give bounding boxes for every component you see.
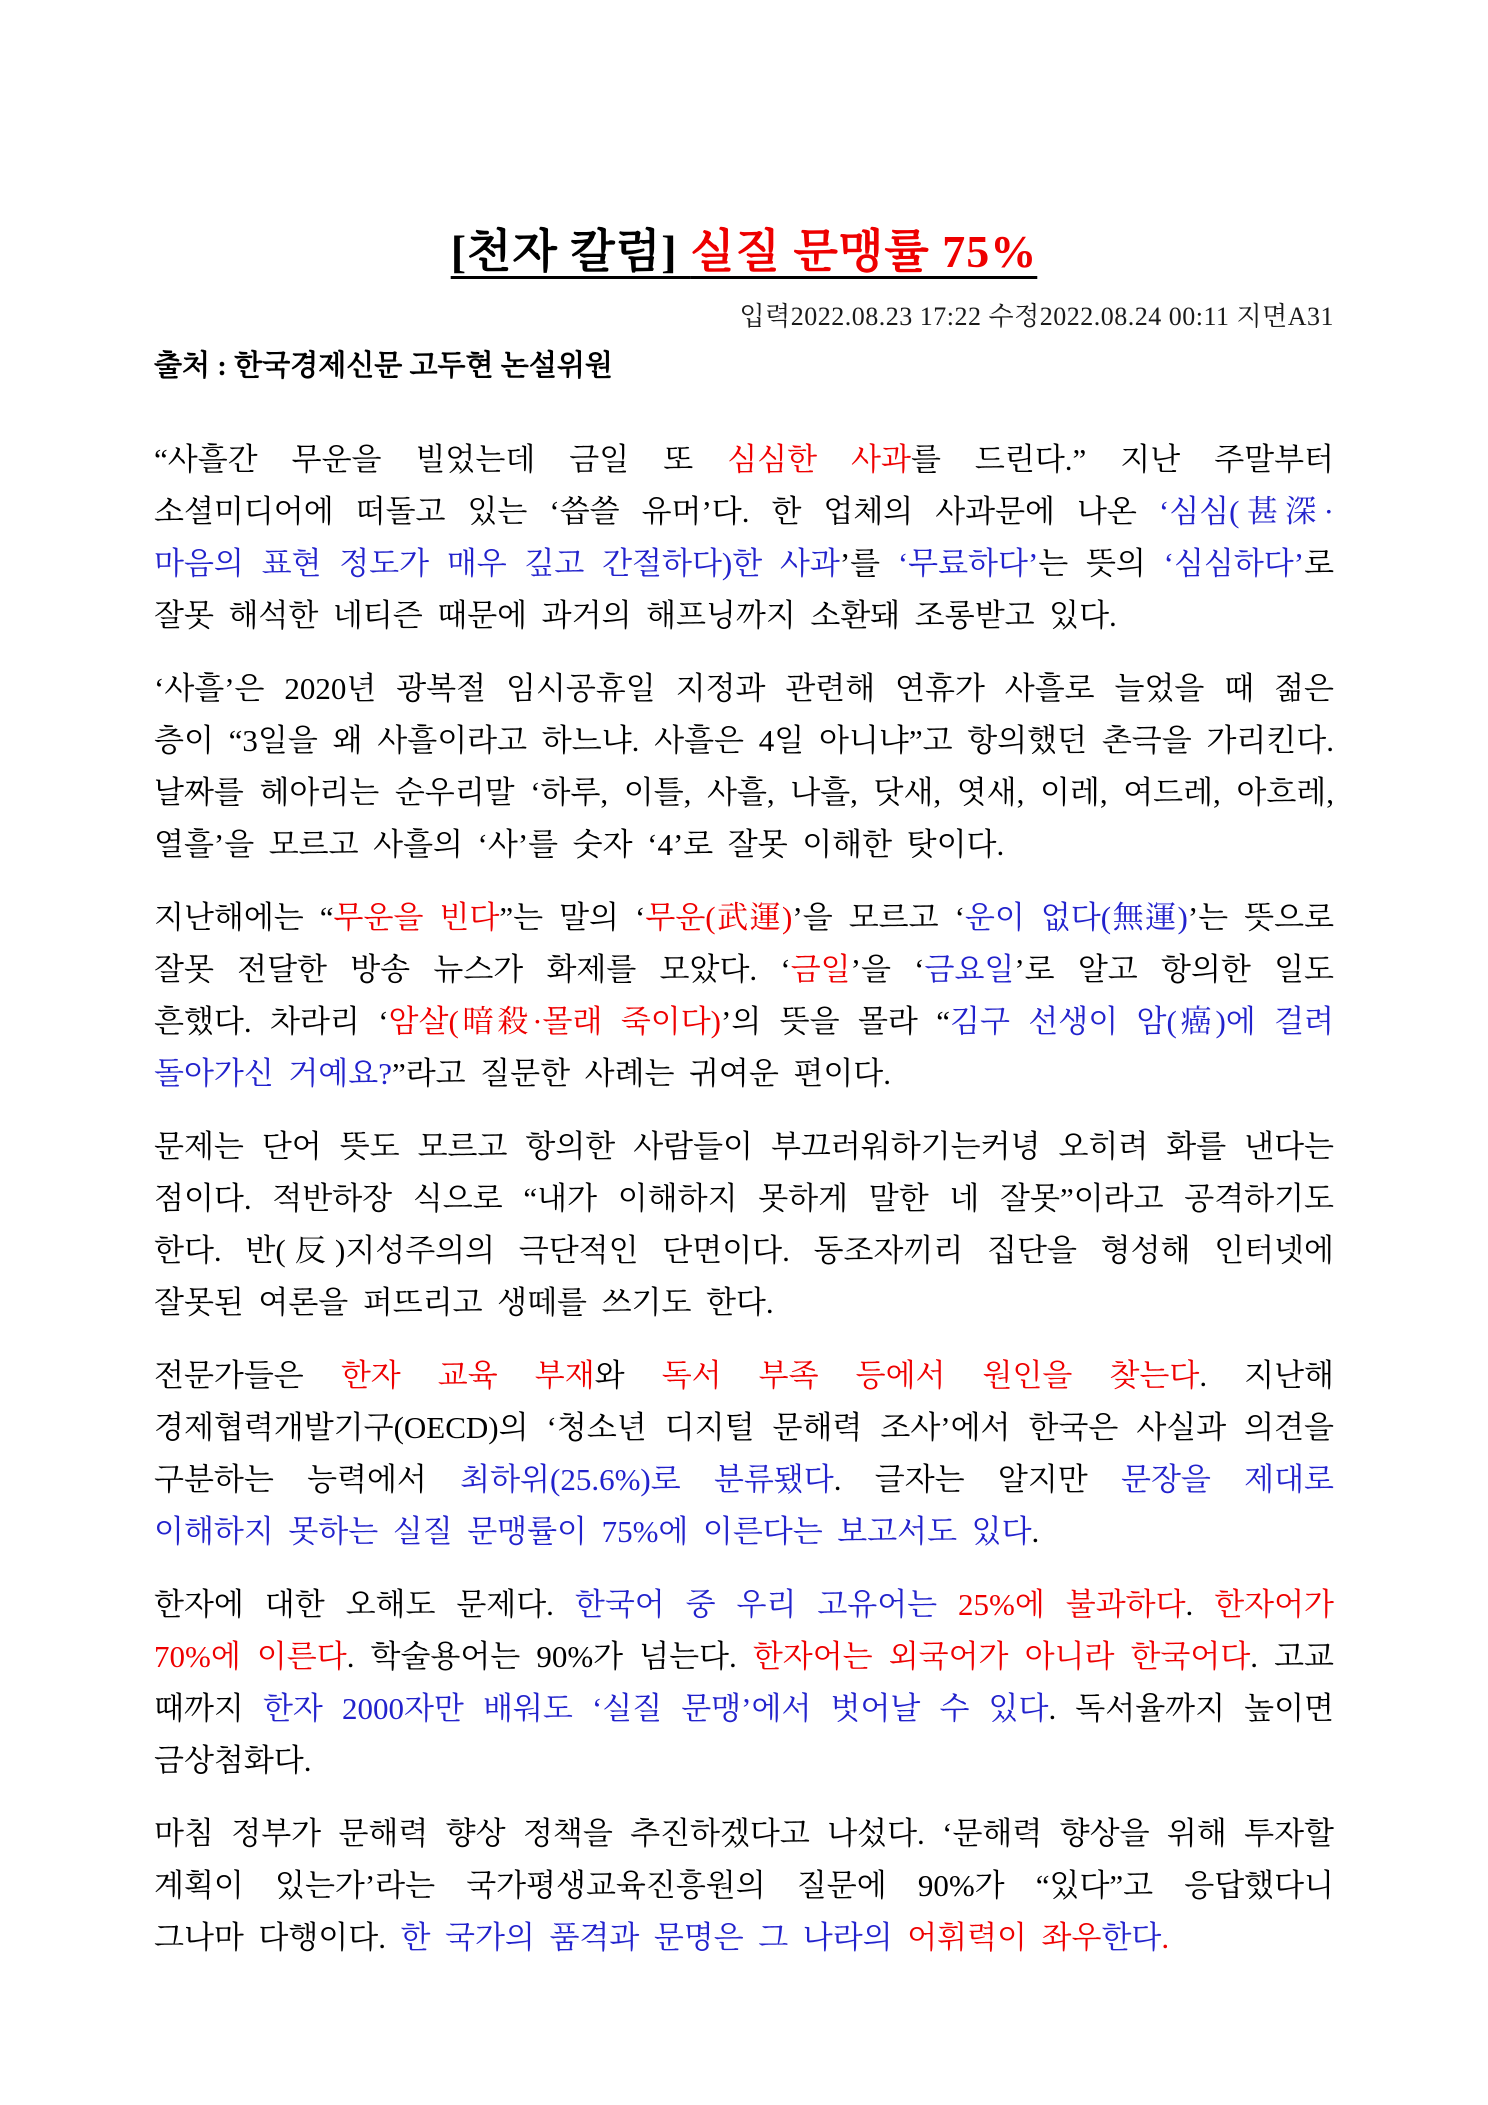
text-segment: 최하위(25.6%)로 분류됐다 [460, 1461, 834, 1497]
text-segment: 전문가들은 [154, 1357, 341, 1393]
text-segment: . 학술용어는 90%가 넘는다. [346, 1638, 753, 1674]
text-segment: 금요일 [924, 951, 1015, 987]
text-segment: 와 [594, 1357, 662, 1393]
text-segment: ’를 [839, 545, 898, 581]
article-title-prefix: [천자 칼럼] [450, 226, 691, 277]
text-segment: 한다 [1101, 1919, 1162, 1955]
text-segment: 한자 교육 부재 [340, 1357, 595, 1393]
text-segment: 무운(武運) [645, 899, 793, 935]
text-segment: 한자에 대한 오해도 문제다. [154, 1586, 575, 1622]
text-segment: . 글자는 알지만 [833, 1461, 1122, 1497]
text-segment: 로 잘못 해석한 네티즌 때문에 과거의 해프닝까지 소환돼 조롱받고 있다. [154, 545, 1335, 633]
text-segment: ”는 말의 ‘ [499, 899, 646, 935]
text-segment: 한 국가의 품격과 문명은 그 나라의 [400, 1919, 908, 1955]
text-segment: ’을 모르고 ‘ [792, 899, 965, 935]
text-segment: ‘심심하다’ [1163, 545, 1305, 581]
text-segment: 암살(暗殺·몰래 죽이다) [388, 1003, 722, 1039]
text-segment: “사흘간 무운을 빌었는데 금일 또 [154, 441, 728, 477]
text-segment: . [1161, 1919, 1170, 1955]
text-segment: . 고교 때까지 [154, 1638, 1334, 1726]
text-segment: 25%에 불과하다 [958, 1586, 1186, 1622]
article-meta: 입력2022.08.23 17:22 수정2022.08.24 00:11 지면A31 [739, 301, 1334, 331]
text-segment: 문제는 단어 뜻도 모르고 항의한 사람들이 부끄러워하기는커녕 오히려 화를 낸다는 점이다. 적반하장 식으로 “내가 이해하지 못하게 말한 네 잘못”이라고 공격하기도 한다. 반(反)지성주의의 극단적인 단면이다. 동조자끼리 집단을 형성해 인터넷에 잘못된 여론을 퍼뜨리고 생떼를 쓰기도 한다. [154, 1128, 1334, 1320]
text-segment: 한국어 중 우리 고유어는 [574, 1586, 959, 1622]
text-segment: 무운을 빈다 [333, 899, 500, 935]
text-segment: ’로 알고 항의한 일도 흔했다. 차라리 ‘ [154, 951, 1334, 1039]
paragraph [154, 434, 1334, 642]
article-title [154, 222, 1334, 282]
paragraph [154, 1350, 1334, 1558]
text-segment: 지난해에는 “ [154, 899, 334, 935]
text-segment: 심심한 사과 [727, 441, 911, 477]
text-segment: 금일 [790, 951, 851, 987]
text-segment: 마침 정부가 문해력 향상 정책을 추진하겠다고 나섰다. ‘문해력 향상을 위해 투자할 계획이 있는가’라는 국가평생교육진흥원의 질문에 90%가 “있다”고 응답했다니 그나마 다행이다. [154, 1815, 1334, 1955]
paragraph [154, 892, 1334, 1100]
text-segment: ’의 뜻을 몰라 “ [721, 1003, 951, 1039]
text-segment: . 독서율까지 높이면 금상첨화다. [154, 1690, 1334, 1778]
text-segment: . 지난해 경제협력개발기구(OECD)의 ‘청소년 디지털 문해력 조사’에서 한국은 사실과 의견을 구분하는 능력에서 [154, 1357, 1334, 1497]
text-segment: 한자 2000자만 배워도 ‘실질 문맹’에서 벗어날 수 있다 [262, 1690, 1049, 1726]
article-source: 출처 : 한국경제신문 고두현 논설위원 [154, 349, 613, 382]
paragraph [154, 663, 1334, 871]
text-segment: ’는 뜻으로 잘못 전달한 방송 뉴스가 화제를 모았다. ‘ [154, 899, 1335, 987]
paragraph [154, 1808, 1334, 1964]
text-segment: 독서 부족 등에서 원인을 찾는다 [661, 1357, 1200, 1393]
text-segment: 를 드린다.” 지난 주말부터 소셜미디어에 떠돌고 있는 ‘씁쓸 유머’다. 한 업체의 사과문에 나온 [154, 441, 1334, 529]
text-segment: 어휘력이 좌우 [907, 1919, 1102, 1955]
text-segment: . [1185, 1586, 1215, 1622]
text-segment: ”라고 질문한 사례는 귀여운 편이다. [391, 1055, 891, 1091]
paragraph [154, 1121, 1334, 1329]
article-title-highlight: 실질 문맹률 75% [690, 226, 1038, 277]
text-segment: 문장을 제대로 이해하지 못하는 실질 문맹률이 75%에 이른다는 보고서도 있다 [154, 1461, 1334, 1549]
text-segment: ‘심심(甚深·마음의 표현 정도가 매우 깊고 간절하다)한 사과 [154, 493, 1334, 581]
text-segment: ‘사흘’은 2020년 광복절 임시공휴일 지정과 관련해 연휴가 사흘로 늘었을 때 젊은 층이 “3일을 왜 사흘이라고 하느냐. 사흘은 4일 아니냐”고 항의했던 촌극을 가리킨다. 날짜를 헤아리는 순우리말 ‘하루, 이틀, 사흘, 나흘, 닷새, 엿새, 이레, 여드레, 아흐레, 열흘’을 모르고 사흘의 ‘사’를 숫자 ‘4’로 잘못 이해한 탓이다. [154, 670, 1334, 862]
text-segment: 김구 선생이 암(癌)에 걸려 돌아가신 거예요? [154, 1003, 1335, 1091]
text-segment: . [1031, 1513, 1040, 1549]
article-title-underline [451, 226, 1038, 277]
paragraph [154, 1579, 1334, 1787]
text-segment: 한자어가 70%에 이른다 [154, 1586, 1335, 1674]
text-segment: 는 뜻의 [1038, 545, 1164, 581]
text-segment: 한자어는 외국어가 아니라 한국어다 [752, 1638, 1251, 1674]
article-body [154, 434, 1334, 1964]
text-segment: ’을 ‘ [850, 951, 925, 987]
text-segment: ‘무료하다’ [897, 545, 1039, 581]
text-segment: 운이 없다(無運) [964, 899, 1188, 935]
